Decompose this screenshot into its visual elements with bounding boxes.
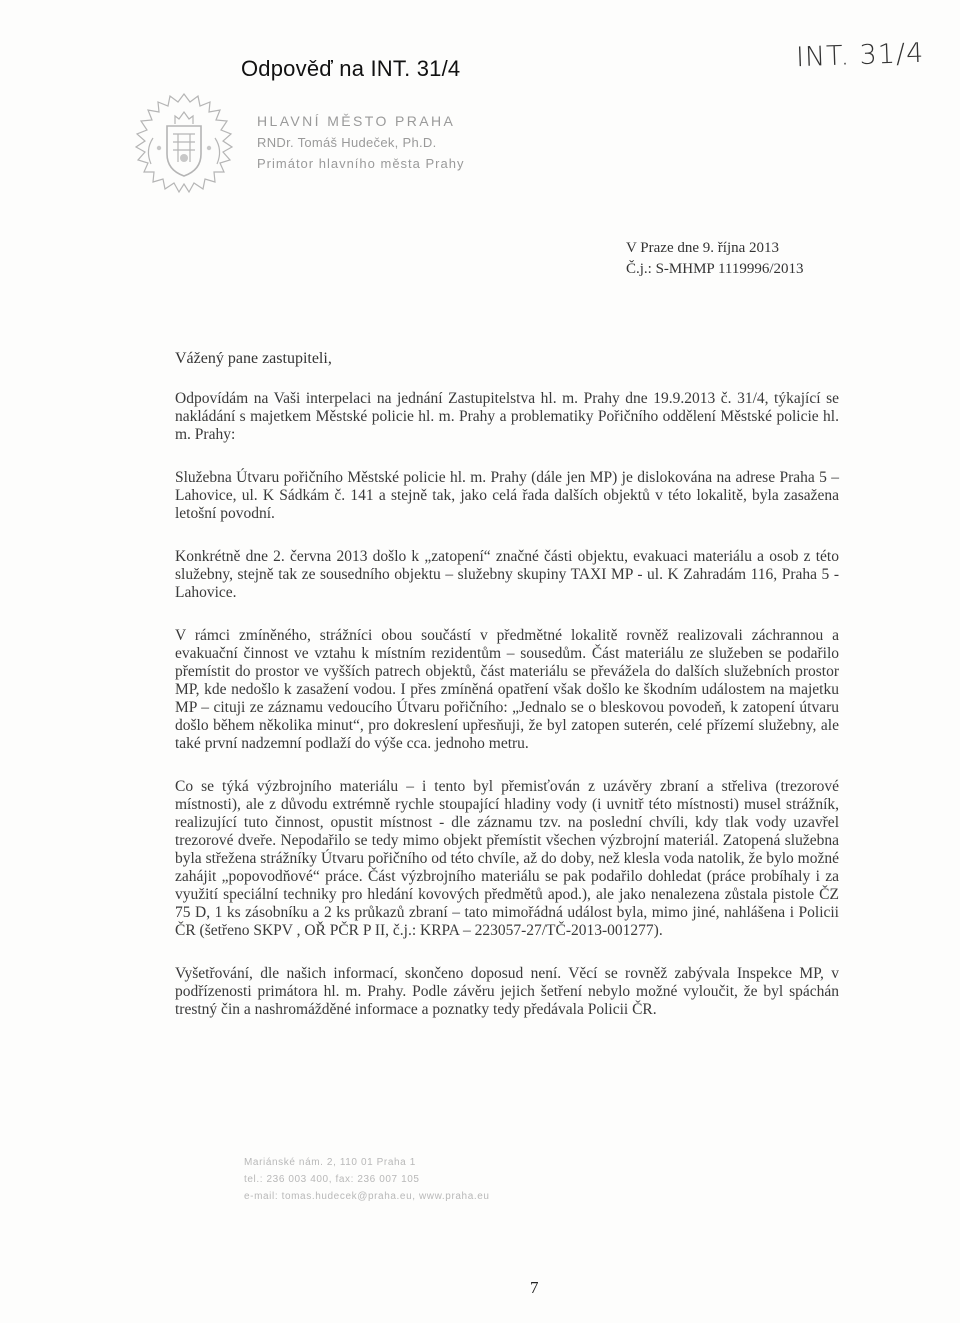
reference-number: Č.j.: S-MHMP 1119996/2013	[626, 261, 804, 277]
prague-seal-icon	[123, 88, 245, 200]
sender-block	[257, 111, 464, 174]
sender-name: RNDr. Tomáš Hudeček, Ph.D.	[257, 135, 437, 150]
sender-role: Primátor hlavního města Prahy	[257, 156, 465, 171]
document-reference: Odpověď na INT. 31/4	[241, 56, 461, 81]
footer-phone-fax: tel.: 236 003 400, fax: 236 007 105	[244, 1174, 420, 1185]
handwritten-note: INT. 31/4	[795, 37, 925, 74]
footer-contact	[244, 1154, 490, 1205]
letter-date: V Praze dne 9. října 2013	[626, 240, 780, 256]
paragraph: Konkrétně dne 2. června 2013 došlo k „zatopení“ značné části objektu, evakuaci materiálu a osob z této služebny, stejně tak ze sousedního objektu – služebny skupiny TAXI MP - ul. K Zahradám 116, Praha 5 - Lahovice.	[175, 548, 839, 601]
footer-address: Mariánské nám. 2, 110 01 Praha 1	[244, 1157, 416, 1168]
paragraph: Služebna Útvaru pořičního Městské policie hl. m. Prahy (dále jen MP) je dislokována na adrese Praha 5 – Lahovice, ul. K Sádkám č. 141 a stejně tak, jako celá řada dalších objektů v této lokalitě, byla zasažena letošní povodní.	[175, 469, 839, 522]
footer-email-web: e-mail: tomas.hudecek@praha.eu, www.praha.eu	[244, 1191, 490, 1202]
dateline	[626, 238, 804, 280]
salutation: Vážený pane zastupiteli,	[175, 350, 332, 367]
page-number: 7	[530, 1278, 539, 1297]
paragraph: Co se týká výzbrojního materiálu – i tento byl přemisťován z uzávěry zbraní a střeliva (trezorové místnosti), ale z důvodu extrémně rychle stoupající hladiny vody (i uvnitř této místnosti) musel strážník, realizující tuto činnost, opustit místnost - dle záznamu tzv. na poslední chvíli, kdy tlak vody uzavřel trezorové dveře. Nepodařilo se tedy mimo objekt přemístit všechen výzbrojní materiál. Zatopená služebna byla střežena strážníky Útvaru pořičního od této chvíle, až do doby, než klesla voda natolik, že bylo možné zahájit „popovodňové“ práce. Část výzbrojního materiálu se pak podařilo dohledat (práce probíhaly i za využití speciální techniky pro hledání kovových předmětů apod.), ale jako nenalezena zůstala pistole ČZ 75 D, 1 ks zásobníku a 2 ks průkazů zbraní – tato mimořádná událost byla, mimo jiné, nahlášena i Policii ČR (šetřeno SKPV , OŘ PČR P II, č.j.: KRPA – 223057-27/TČ-2013-001277).	[175, 778, 839, 939]
paragraph: Odpovídám na Vaši interpelaci na jednání Zastupitelstva hl. m. Prahy dne 19.9.2013 č. 31/4, týkající se nakládání s majetkem Městské policie hl. m. Prahy a problematiky Pořičního oddělení Městské policie hl. m. Prahy:	[175, 390, 839, 443]
paragraph: V rámci zmíněného, strážníci obou součástí v předmětné lokalitě rovněž realizovali záchrannou a evakuační činnost ve vztahu k místním rezidentům – sousedům. Část materiálu ze služeben se podařilo přemístit do prostor ve vyšších patrech objektů, část materiálu se převážela do dalších služebních prostor MP, kde nedošlo k zasažení vodou. I přes zmíněná opatření však došlo ke škodním událostem na majetku MP – cituji ze záznamu vedoucího Útvaru pořičního: „Jednalo se o bleskovou povodeň, k zatopení útvaru došlo během několika minut“, pro dokreslení upřesňuji, že byl zatopen suterén, celé přízemí služebny, ale také první nadzemní podlaží do výše cca. jednoho metru.	[175, 627, 839, 752]
sender-organization: HLAVNÍ MĚSTO PRAHA	[257, 113, 456, 129]
paragraph: Vyšetřování, dle našich informací, skončeno doposud není. Věcí se rovněž zabývala Inspekce MP, v podřízenosti primátora hl. m. Prahy. Podle závěru jejich šetření nebylo možné vyloučit, že byl spáchán trestný čin a nashromážděné informace a poznatky tedy předávala Policii ČR.	[175, 965, 839, 1018]
letter-body	[175, 390, 839, 1044]
